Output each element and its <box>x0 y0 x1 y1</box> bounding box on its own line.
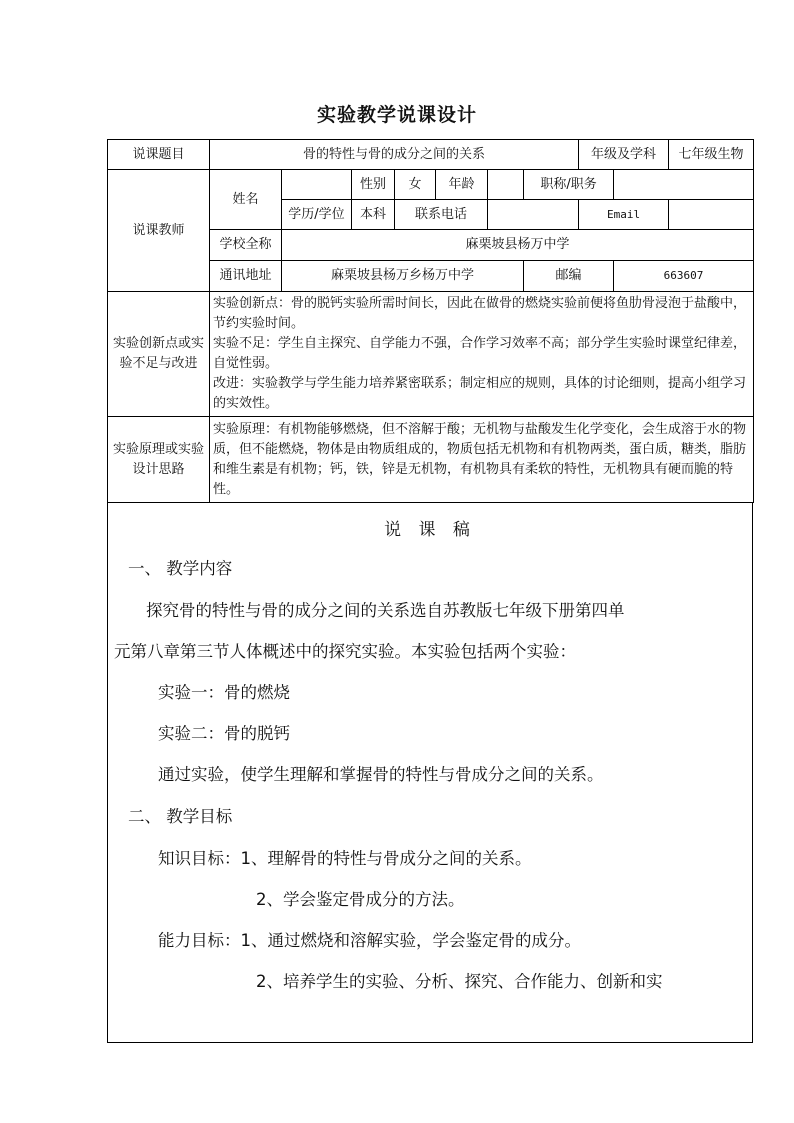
innovation-line: 实验创新点：骨的脱钙实验所需时间长，因此在做骨的燃烧实验前便将鱼肋骨浸泡于盐酸中，节约实验时间。 <box>213 296 747 331</box>
title-value <box>614 170 754 200</box>
teacher-label: 说课教师 <box>108 170 210 292</box>
script-heading: 说 课 稿 <box>384 520 476 540</box>
age-label: 年龄 <box>436 170 488 200</box>
name-value <box>282 170 352 200</box>
innovation-line: 改进：实验教学与学生能力培养紧密联系；制定相应的规则，具体的讨论细则，提高小组学习的实效性。 <box>213 376 747 411</box>
degree-value: 本科 <box>352 200 395 230</box>
section-teaching-content: 一、 教学内容 <box>128 559 233 578</box>
gender-value: 女 <box>395 170 436 200</box>
knowledge-goal-2: 2、学会鉴定骨成分的方法。 <box>256 890 465 909</box>
experiment-two: 实验二：骨的脱钙 <box>158 724 290 743</box>
knowledge-goal-1: 知识目标：1、理解骨的特性与骨成分之间的关系。 <box>158 849 532 868</box>
age-value <box>488 170 524 200</box>
name-label: 姓名 <box>210 170 282 230</box>
degree-label: 学历/学位 <box>282 200 352 230</box>
title-label: 职称/职务 <box>524 170 614 200</box>
principle-label: 实验原理或实验设计思路 <box>108 417 210 503</box>
ability-goal-1: 能力目标：1、通过燃烧和溶解实验，学会鉴定骨的成分。 <box>158 931 581 950</box>
grade-value: 七年级生物 <box>669 140 754 170</box>
email-value <box>669 200 754 230</box>
experiment-one: 实验一：骨的燃烧 <box>158 683 290 702</box>
postcode-label: 邮编 <box>524 261 614 292</box>
innovation-content <box>210 292 754 417</box>
topic-value: 骨的特性与骨的成分之间的关系 <box>210 140 579 170</box>
principle-content: 实验原理：有机物能够燃烧，但不溶解于酸；无机物与盐酸发生化学变化，会生成溶于水的物质，但不能燃烧，物体是由物质组成的，物质包括无机物和有机物两类，蛋白质，糖类，脂肪和维生素是有机物；钙，铁，锌是无机物，有机物具有柔软的特性，无机物具有硬而脆的特性。 <box>210 417 754 503</box>
grade-label: 年级及学科 <box>579 140 669 170</box>
lesson-info-table <box>107 139 754 503</box>
ability-goal-2: 2、培养学生的实验、分析、探究、合作能力、创新和实 <box>256 972 663 991</box>
topic-label: 说课题目 <box>108 140 210 170</box>
address-label: 通讯地址 <box>210 261 282 292</box>
content-paragraph-line: 元第八章第三节人体概述中的探究实验。本实验包括两个实验： <box>114 642 576 661</box>
innovation-label: 实验创新点或实验不足与改进 <box>108 292 210 417</box>
postcode-value: 663607 <box>614 261 754 292</box>
section-teaching-goals: 二、 教学目标 <box>128 807 233 826</box>
content-summary: 通过实验，使学生理解和掌握骨的特性与骨成分之间的关系。 <box>158 765 604 784</box>
school-label: 学校全称 <box>210 230 282 261</box>
phone-value <box>488 200 579 230</box>
innovation-line: 实验不足：学生自主探究、自学能力不强，合作学习效率不高；部分学生实验时课堂纪律差，自觉性弱。 <box>213 336 747 371</box>
phone-label: 联系电话 <box>395 200 488 230</box>
lecture-script-box <box>107 503 753 1043</box>
email-label: Email <box>579 200 669 230</box>
content-paragraph-line: 探究骨的特性与骨的成分之间的关系选自苏教版七年级下册第四单 <box>146 601 625 620</box>
address-value: 麻栗坡县杨万乡杨万中学 <box>282 261 524 292</box>
page-title: 实验教学说课设计 <box>316 104 477 126</box>
gender-label: 性别 <box>352 170 395 200</box>
school-value: 麻栗坡县杨万中学 <box>282 230 754 261</box>
